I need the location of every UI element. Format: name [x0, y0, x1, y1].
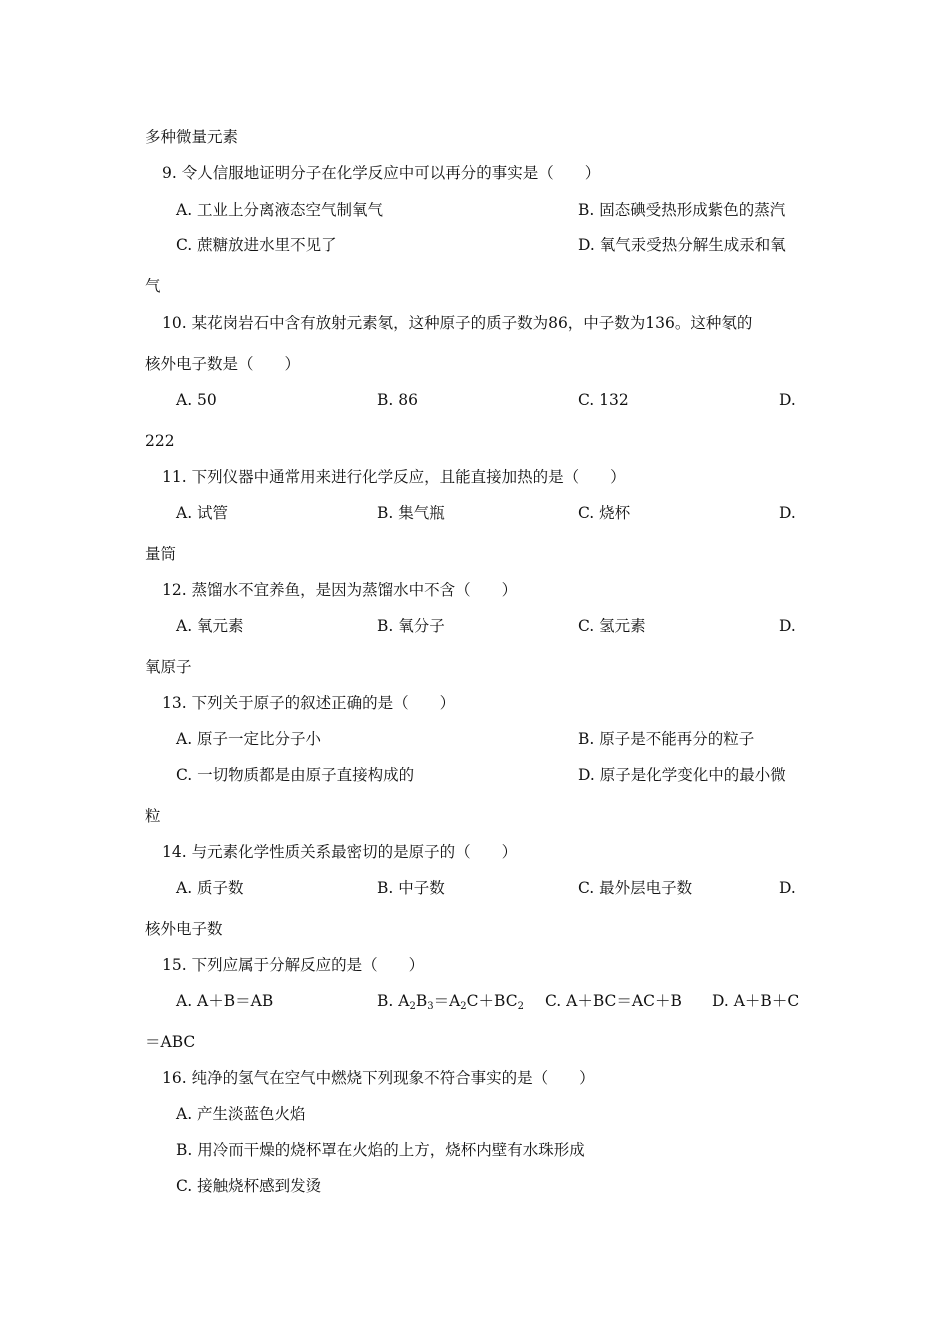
q14-option-b: B. 中子数	[377, 879, 445, 897]
q16-option-b: B. 用冷而干燥的烧杯罩在火焰的上方，烧杯内壁有水珠形成	[176, 1141, 585, 1159]
q15-option-d: D. A＋B＋C	[712, 992, 800, 1010]
q11-option-b: B. 集气瓶	[377, 504, 445, 522]
q11-option-c: C. 烧杯	[578, 504, 631, 522]
q15b-sub: 2	[517, 1001, 524, 1012]
q13-option-c: C. 一切物质都是由原子直接构成的	[176, 766, 415, 784]
q15-option-c: C. A＋BC＝AC＋B	[545, 992, 682, 1010]
q9-option-d-continued: 气	[145, 277, 161, 295]
q13-option-d-continued: 粒	[145, 807, 161, 825]
q14-option-d-continued: 核外电子数	[145, 920, 223, 938]
question-14: 14. 与元素化学性质关系最密切的是原子的（ ）	[162, 843, 518, 861]
question-10-continued: 核外电子数是（ ）	[145, 355, 301, 373]
q11-option-d-continued: 量筒	[145, 545, 177, 563]
q15b-part: C＋BC	[466, 992, 518, 1010]
q10-option-d-continued: 222	[145, 432, 175, 450]
question-11: 11. 下列仪器中通常用来进行化学反应，且能直接加热的是（ ）	[162, 468, 626, 486]
q15b-sub: 2	[460, 1001, 467, 1012]
text-line: 多种微量元素	[145, 128, 239, 146]
q9-option-b: B. 固态碘受热形成紫色的蒸汽	[578, 201, 786, 219]
q13-option-d: D. 原子是化学变化中的最小微	[578, 766, 786, 784]
q13-option-a: A. 原子一定比分子小	[176, 730, 322, 748]
q12-option-d-continued: 氧原子	[145, 658, 192, 676]
q10-option-c: C. 132	[578, 391, 629, 409]
q13-option-b: B. 原子是不能再分的粒子	[578, 730, 755, 748]
q11-option-d: D.	[779, 504, 796, 522]
q15-option-a: A. A＋B＝AB	[176, 992, 274, 1010]
q15b-part: B	[415, 992, 428, 1010]
q16-option-a: A. 产生淡蓝色火焰	[176, 1105, 306, 1123]
q15b-part: ＝A	[433, 992, 461, 1010]
q9-option-c: C. 蔗糖放进水里不见了	[176, 236, 337, 254]
q15-option-b	[377, 991, 524, 1011]
q12-option-a: A. 氧元素	[176, 617, 244, 635]
q15b-sub: 3	[427, 1001, 434, 1012]
question-10: 10. 某花岗岩石中含有放射元素氡，这种原子的质子数为86，中子数为136。这种氡的	[162, 314, 753, 332]
question-9: 9. 令人信服地证明分子在化学反应中可以再分的事实是（ ）	[162, 164, 601, 182]
q11-option-a: A. 试管	[176, 504, 229, 522]
q10-option-a: A. 50	[176, 391, 217, 409]
q16-option-c: C. 接触烧杯感到发烫	[176, 1177, 322, 1195]
question-12: 12. 蒸馏水不宜养鱼，是因为蒸馏水中不含（ ）	[162, 581, 518, 599]
q12-option-c: C. 氢元素	[578, 617, 646, 635]
q14-option-d: D.	[779, 879, 796, 897]
q12-option-d: D.	[779, 617, 796, 635]
q15-option-d-continued: ＝ABC	[145, 1033, 196, 1051]
q14-option-a: A. 质子数	[176, 879, 244, 897]
question-13: 13. 下列关于原子的叙述正确的是（ ）	[162, 694, 456, 712]
q12-option-b: B. 氧分子	[377, 617, 445, 635]
q10-option-b: B. 86	[377, 391, 418, 409]
q9-option-a: A. 工业上分离液态空气制氧气	[176, 201, 384, 219]
q15b-part: B. A	[377, 992, 410, 1010]
q14-option-c: C. 最外层电子数	[578, 879, 693, 897]
q10-option-d: D.	[779, 391, 796, 409]
question-16: 16. 纯净的氢气在空气中燃烧下列现象不符合事实的是（ ）	[162, 1069, 595, 1087]
question-15: 15. 下列应属于分解反应的是（ ）	[162, 956, 425, 974]
q9-option-d: D. 氧气汞受热分解生成汞和氧	[578, 236, 786, 254]
q15b-sub: 2	[409, 1001, 416, 1012]
